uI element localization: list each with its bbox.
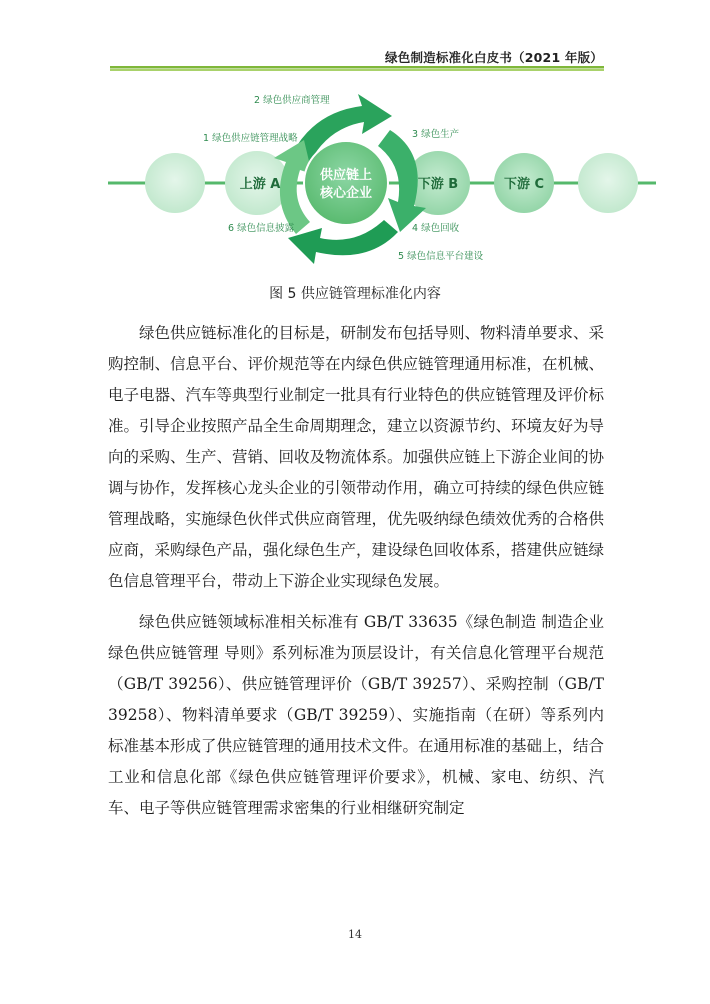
node-core-label-2: 核心企业 (319, 186, 373, 201)
node-downstream-b-label: 下游 B (417, 177, 459, 192)
header-rule (110, 66, 604, 71)
label-green-production: 3 绿色生产 (412, 129, 460, 140)
label-green-strategy: 1 绿色供应链管理战略 (203, 133, 298, 144)
page-number: 14 (348, 928, 362, 941)
body-text (108, 318, 604, 824)
label-green-info-platform: 5 绿色信息平台建设 (398, 251, 484, 262)
node-core (304, 141, 388, 225)
paragraph: 绿色供应链标准化的目标是，研制发布包括导则、物料清单要求、采购控制、信息平台、评价规范等在内绿色供应链管理通用标准，在机械、电子电器、汽车等典型行业制定一批具有行业特色的供应链管理及评价标准。引导企业按照产品全生命周期理念，建立以资源节约、环境友好为导向的采购、生产、营销、回收及物流体系。加强供应链上下游企业间的协调与协作，发挥核心龙头企业的引领带动作用，确立可持续的绿色供应链管理战略，实施绿色伙伴式供应商管理，优先吸纳绿色绩效优秀的合格供应商，采购绿色产品，强化绿色生产，建设绿色回收体系，搭建供应链绿色信息管理平台，带动上下游企业实现绿色发展。 (108, 324, 605, 590)
node-blank-left (145, 153, 205, 213)
node-upstream-a-label: 上游 A (239, 177, 281, 192)
label-green-recycling: 4 绿色回收 (412, 223, 460, 234)
paragraph: 绿色供应链领域标准相关标准有 GB/T 33635《绿色制造 制造企业绿色供应链管理 导则》系列标准为顶层设计，有关信息化管理平台规范（GB/T 39256）、供应链管理评价（GB/T 39257）、采购控制（GB/T 39258）、物料清单要求（GB/T 39259）、实施指南（在研）等系列内标准基本形成了供应链管理的通用技术文件。在通用标准的基础上，结合工业和信息化部《绿色供应链管理评价要求》，机械、家电、纺织、汽车、电子等供应链管理需求密集的行业相继研究制定 (108, 613, 605, 817)
node-downstream-c-label: 下游 C (503, 177, 545, 192)
figure-caption: 图 5 供应链管理标准化内容 (269, 286, 441, 302)
node-core-label-1: 供应链上 (319, 168, 373, 183)
supply-chain-diagram (100, 82, 660, 272)
node-blank-right (578, 153, 638, 213)
label-green-info-disclosure: 6 绿色信息披露 (228, 223, 295, 234)
label-green-supplier: 2 绿色供应商管理 (254, 95, 330, 106)
header-title: 绿色制造标准化白皮书（2021 年版） (385, 50, 603, 65)
